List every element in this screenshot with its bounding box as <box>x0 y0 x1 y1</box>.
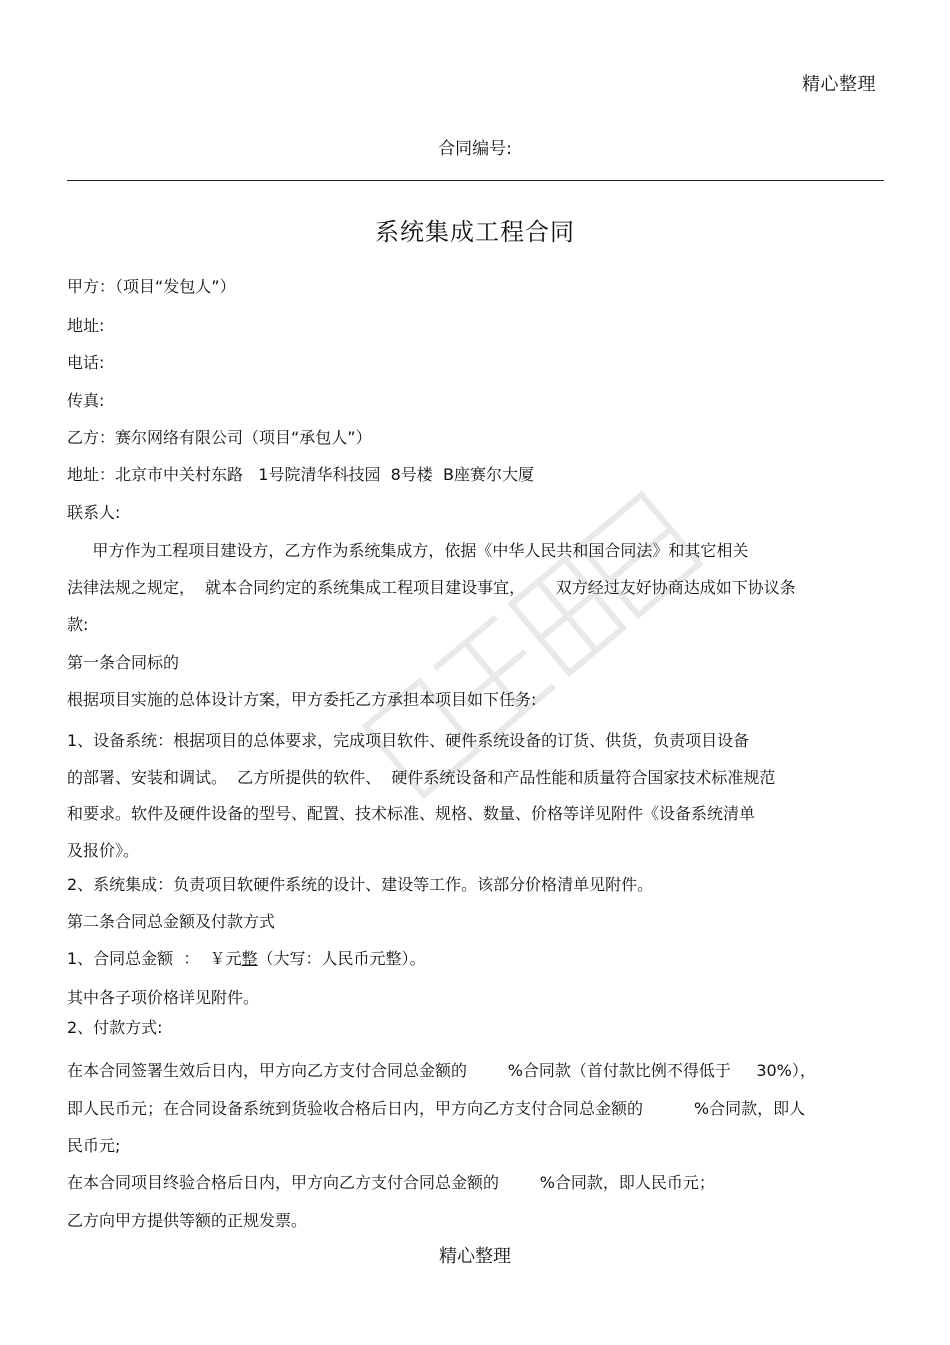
payment-line: 民币元; <box>67 1136 121 1155</box>
party-a-line: 甲方：（项目“发包人”） <box>67 277 236 296</box>
article1-item1-line: 1、设备系统：根据项目的总体要求，完成项目软件、硬件系统设备的订货、供货，负责项目设备 <box>67 731 750 750</box>
article1-item1-line: 和要求。软件及硬件设备的型号、配置、技术标准、规格、数量、价格等详见附件《设备系统清单 <box>67 804 756 823</box>
article1-lead: 根据项目实施的总体设计方案，甲方委托乙方承担本项目如下任务: <box>67 690 537 709</box>
header-note: 精心整理 <box>802 74 876 95</box>
party-b-contact: 联系人: <box>67 503 121 522</box>
article1-item1-line: 的部署、安装和调试。 乙方所提供的软件、 硬件系统设备和产品性能和质量符合国家技术标准规范 <box>67 768 776 787</box>
payment-line: 乙方向甲方提供等额的正规发票。 <box>67 1211 308 1230</box>
contract-total-line <box>67 946 426 969</box>
payment-line: 在本合同项目终验合格后日内，甲方向乙方支付合同总金额的 %合同款，即人民币元； <box>67 1173 715 1192</box>
contract-total-prefix: 1、合同总金额 ： ￥元 <box>67 949 242 968</box>
intro-line: 款: <box>67 615 89 634</box>
party-b-line: 乙方：赛尔网络有限公司（项目“承包人”） <box>67 428 372 447</box>
contract-total-underlined: 整 <box>241 949 258 968</box>
payment-line: 在本合同签署生效后日内，甲方向乙方支付合同总金额的 %合同款（首付款比例不得低于 30%）， <box>67 1061 816 1080</box>
article1-heading: 第一条合同标的 <box>67 653 180 672</box>
party-a-address: 地址: <box>67 316 105 335</box>
payment-heading: 2、付款方式: <box>67 1018 163 1037</box>
party-b-address: 地址：北京市中关村东路 1号院清华科技园 8号楼 B座赛尔大厦 <box>67 465 534 484</box>
article1-item1-line: 及报价》。 <box>67 841 140 860</box>
party-a-fax: 传真: <box>67 391 105 410</box>
article2-heading: 第二条合同总金额及付款方式 <box>67 912 276 931</box>
payment-line: 即人民币元；在合同设备系统到货验收合格后日内，甲方向乙方支付合同总金额的 %合同款，即人 <box>67 1099 806 1118</box>
footer-note: 精心整理 <box>439 1246 511 1267</box>
header-divider <box>67 180 884 181</box>
intro-line: 法律法规之规定， 就本合同约定的系统集成工程项目建设事宜， 双方经过友好协商达成如下协议条 <box>67 578 796 597</box>
sub-items-note: 其中各子项价格详见附件。 <box>67 988 260 1007</box>
contract-number-label: 合同编号: <box>438 139 512 159</box>
party-a-phone: 电话: <box>67 353 105 372</box>
document-title: 系统集成工程合同 <box>375 218 575 246</box>
contract-total-suffix: （大写：人民币元整）。 <box>257 949 426 968</box>
intro-line: 甲方作为工程项目建设方，乙方作为系统集成方，依据《中华人民共和国合同法》和其它相关 <box>67 541 749 560</box>
article1-item2: 2、系统集成：负责项目软硬件系统的设计、建设等工作。该部分价格清单见附件。 <box>67 875 654 894</box>
